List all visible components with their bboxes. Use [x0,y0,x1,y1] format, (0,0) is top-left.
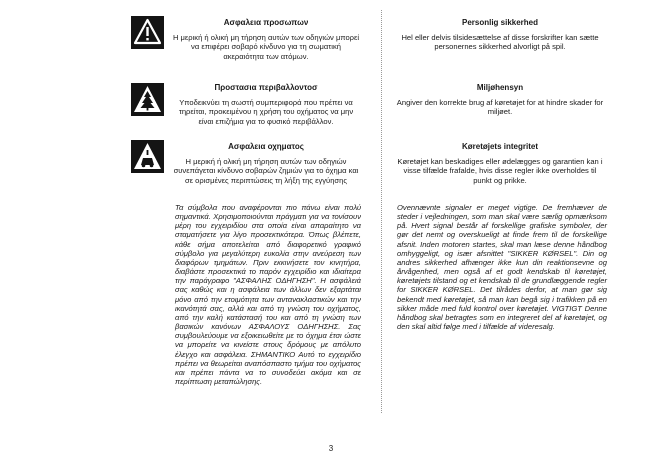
column-divider [381,10,382,413]
section-text: Hel eller delvis tilsidesættelse af disse forskrifter kan sætte personernes sikkerhed alvorligt på spil. [401,33,599,52]
intro-paragraph-gr: Τα σύμβολα που αναφέρονται πιο πάνω είναι πολύ σημαντικά. Χρησιμοποιούνται πράγματι για να τονίσουν μέρη του εγχειριδίου στα οποία είναι απαραίτητο να σταματήσετε για λίγο προσεκτικότερα. Όπως βλέπετε, κάθε σήμα αποτελείται από διαφορετικό γραφικό σύμβολο για μεγαλύτερη ευκολία στην ανεύρεση των διαφόρων τμημάτων. Πριν εκκινήσετε τον κινητήρα, διαβάστε προσεκτικά το παρόν εγχειρίδιο και ιδιαίτερα την παράγραφο "ΑΣΦΑΛΗΣ ΟΔΗΓΗΣΗ". Η ασφάλειά σας καθώς και η ασφάλεια των άλλων δεν εξαρτάται μόνο από την ετοιμότητα των αντανακλαστικών και την ικανότητά σας, αλλά και από τη γνώση του οχήματος, από την καλή κατάστασή του και από τη γνώση των βασικών κανόνων ΑΣΦΑΛΟΥΣ ΟΔΗΓΗΣΗΣ. Σας συμβουλεύουμε να εξοικειωθείτε με το όχημα έτσι ώστε να μπορείτε να κινείστε στους δρόμους με απόλυτο έλεγχο και ασφάλεια. ΣΗΜΑΝΤΙΚΟ Αυτό το εγχειρίδιο πρέπει να θεωρείται αναπόσπαστο τμήμα του οχήματος και πρέπει πάντα να το συνοδεύει ακόμα και σε περίπτωση μεταπώλησης. [175,203,361,386]
section-title: Ασφαλεια οχηματος [228,142,304,151]
warning-triangle-icon [131,16,164,49]
section-text: Η μερική ή ολική μη τήρηση αυτών των οδηγιών συνεπάγεται κίνδυνο σοβαρών ζημιών για το όχημα και σε ορισμένες περιπτώσεις τη λήξη της εγγύησης [173,157,359,185]
section-text: Υποδεικνύει τη σωστή συμπεριφορά που πρέπει να τηρείται, προκειμένου η χρήση του οχήματος να μην είναι επιζήμια για το φυσικό περιβάλλον. [178,98,354,126]
section-text: Angiver den korrekte brug af køretøjet for at hindre skader for miljøet. [396,98,604,117]
section-personal-safety-da [394,18,606,52]
tree-environment-icon [131,83,164,116]
section-environment-da [394,83,606,117]
section-text: Køretøjet kan beskadiges eller ødelægges og garantien kan i visse tilfælde frafalde, hvis disse regler ikke overholdes til punkt og prikke. [397,157,603,185]
section-personal-safety-gr [172,18,360,61]
section-vehicle-safety-da [394,142,606,185]
section-text: Η μερική ή ολική μη τήρηση αυτών των οδηγιών μπορεί να επιφέρει σοβαρό κίνδυνο για τη σωματική ακεραιότητα των ατόμων. [172,33,360,61]
section-title: Ασφαλεια προσωπων [223,18,309,27]
section-vehicle-safety-gr [172,142,360,185]
section-title: Miljøhensyn [476,83,524,92]
page-number: 3 [328,444,334,453]
section-title: Personlig sikkerhed [461,18,539,27]
section-title: Køretøjets integritet [461,142,538,151]
section-title: Προστασια περιβαλλοντοσ [214,83,318,92]
intro-paragraph-da: Ovennævnte signaler er meget vigtige. De fremhæver de steder i vejledningen, som man skal være særlig opmærksom på. Hvert signal består af forskellige grafiske symboler, der gør det nemt og overskueligt at finde frem til de forskellige afsnit. Inden motoren startes, skal man læse denne håndbog omhyggeligt, og især afsnittet "SIKKER KØRSEL". Din og andres sikkerhed afhænger ikke kun din reaktionsevne og årvågenhed, men også af et godt kendskab til køretøjet, køretøjets tilstand og et kendskab til de grundlæggende regler for SIKKER KØRSEL. Det tilrådes derfor, at man gør sig bekendt med køretøjet, så man kan begå sig i trafikken på en sikker måde med fuld kontrol over køretøjet. VIGTIGT Denne håndbog skal betragtes som en integreret del af køretøjet, og den skal altid følge med i tilfælde af videresalg. [397,203,607,332]
vehicle-safety-warning-icon [131,140,164,173]
section-environment-gr [172,83,360,126]
